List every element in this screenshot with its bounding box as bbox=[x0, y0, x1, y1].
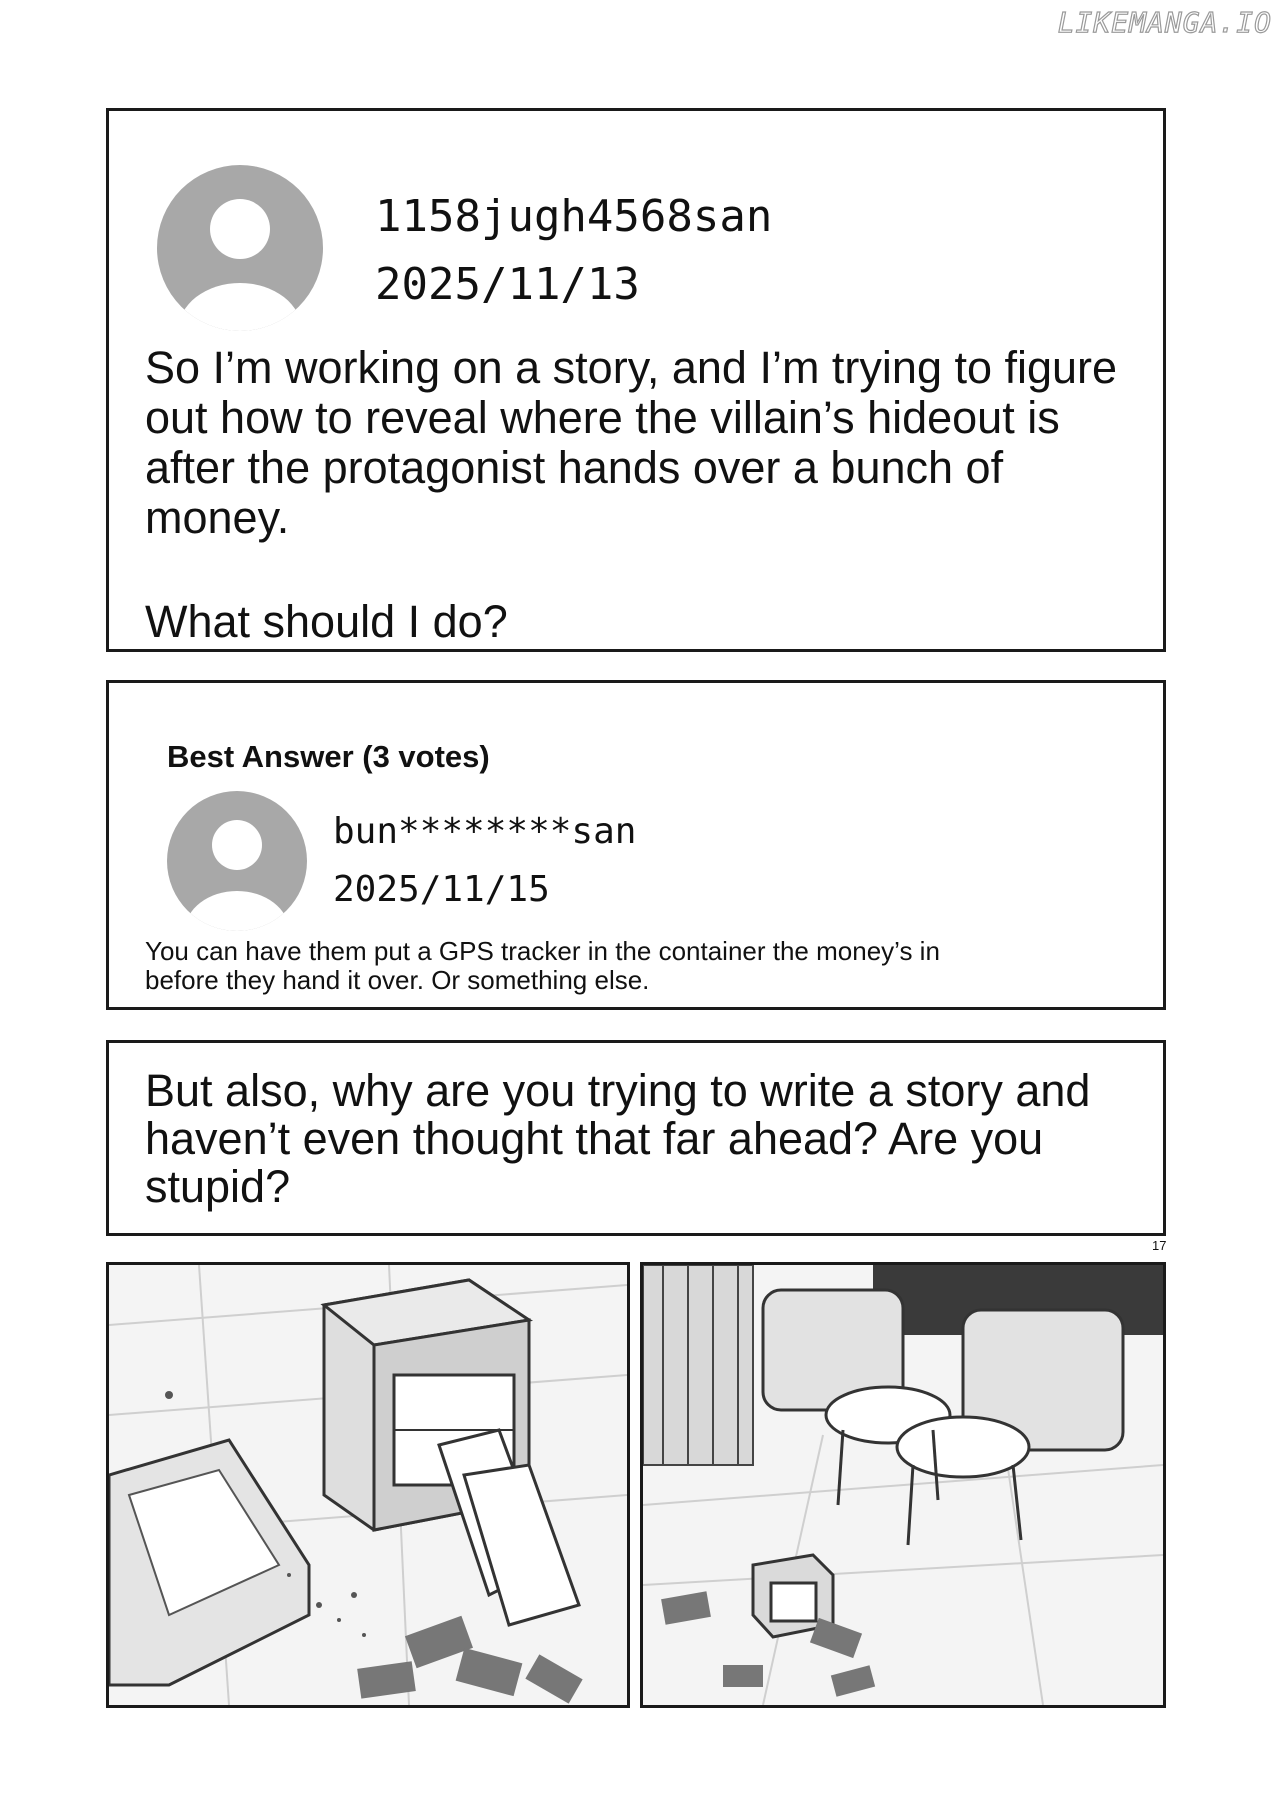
illustration-living-room bbox=[640, 1262, 1166, 1708]
site-watermark: LIKEMANGA.IO bbox=[1057, 6, 1272, 39]
answer-body-line: You can have them put a GPS tracker in the container the money’s in bbox=[145, 936, 940, 966]
question-card bbox=[106, 108, 1166, 652]
answer-body-line: before they hand it over. Or something else. bbox=[145, 965, 650, 995]
page-number: 17 bbox=[1152, 1238, 1167, 1253]
answerer-avatar-icon bbox=[167, 791, 307, 931]
question-body: So I’m working on a story, and I’m trying to figure out how to reveal where the villain’s hideout is after the protagonist hands over a bunch of money. bbox=[145, 342, 1118, 543]
question-date: 2025/11/13 bbox=[375, 259, 640, 310]
question-line: What should I do? bbox=[145, 596, 508, 647]
user-avatar-icon bbox=[157, 165, 323, 331]
followup-body: But also, why are you trying to write a story and haven’t even thought that far ahead? Are you stupid? bbox=[145, 1065, 1091, 1212]
followup-card bbox=[106, 1040, 1166, 1236]
living-room-drawing bbox=[643, 1265, 1163, 1705]
question-username: 1158jugh4568san bbox=[375, 191, 773, 242]
answer-username: bun********san bbox=[333, 811, 637, 852]
best-answer-card bbox=[106, 680, 1166, 1010]
answer-date: 2025/11/15 bbox=[333, 869, 550, 910]
best-answer-heading: Best Answer (3 votes) bbox=[167, 739, 490, 774]
broken-safe-drawing bbox=[109, 1265, 627, 1705]
answer-body bbox=[145, 937, 1145, 995]
illustration-broken-safe bbox=[106, 1262, 630, 1708]
